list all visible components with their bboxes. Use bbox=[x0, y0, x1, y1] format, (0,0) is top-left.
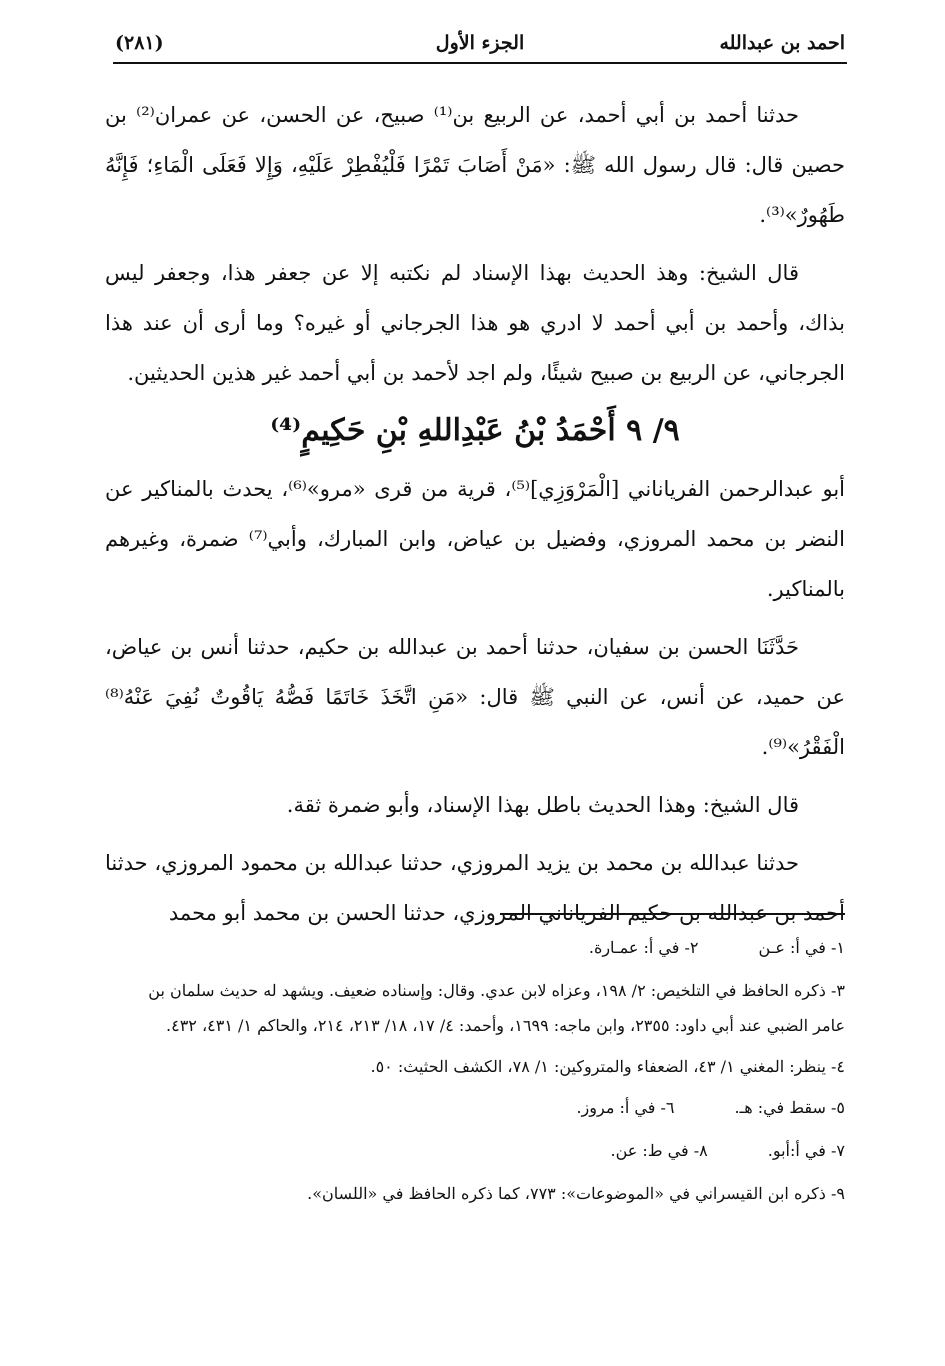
paragraph: قال الشيخ: وهذ الحديث بهذا الإسناد لم نكتبه إلا عن جعفر هذا، وجعفر ليس بذاك، وأحمد بن أبي أحمد لا ادري هو هذا الجرجاني أو غيره؟ وما أرى أن عند هذا الجرجاني، عن الربيع بن صبيح شيئًا، ولم اجد لأحمد بن أبي أحمد غير هذين الحديثين. bbox=[105, 261, 845, 385]
footnote-8: ٨- في ط: عن. bbox=[610, 1141, 708, 1160]
footnotes bbox=[115, 930, 845, 1217]
header-divider bbox=[113, 62, 847, 64]
section-heading: ٩/ ٩ أَحْمَدُ بْنُ عَبْدِاللهِ بْنِ حَكِيمٍ⁽⁴⁾ bbox=[270, 413, 680, 448]
page-header bbox=[115, 26, 845, 58]
footnote-5: ٥- سقط في: هـ. bbox=[734, 1098, 845, 1117]
page-number: (٢٨١) bbox=[115, 32, 164, 54]
volume-label: الجزء الأول bbox=[435, 32, 525, 54]
footnote-4: ٤- ينظر: المغني ١/ ٤٣، الضعفاء والمتروكين: ١/ ٧٨، الكشف الحثيث: ٥٠. bbox=[370, 1057, 845, 1076]
footnote-3: ٣- ذكره الحافظ في التلخيص: ٢/ ١٩٨، وعزاه لابن عدي. وقال: وإسناده ضعيف. ويشهد له حديث سلمان بن عامر الضبي عند أبي داود: ٢٣٥٥، وابن ماجه: ١٦٩٩، وأحمد: ٤/ ١٧، ١٨/ ٢١٣، ٢١٤، والحاكم ١/ ٤٣١، ٤٣٢. bbox=[148, 981, 845, 1035]
paragraph: حدثنا عبدالله بن محمد بن يزيد المروزي، حدثنا عبدالله بن محمود المروزي، حدثنا أحمد بن عبدالله بن حكيم الفرياناني المروزي، حدثنا الحسن بن محمد أبو محمد bbox=[105, 851, 845, 925]
footnote-9: ٩- ذكره ابن القيسراني في «الموضوعات»: ٧٧٣، كما ذكره الحافظ في «اللسان». bbox=[307, 1184, 845, 1203]
footnote-6: ٦- في أ: مروز. bbox=[576, 1098, 675, 1117]
footnote-1: ١- في أ: عـن bbox=[758, 938, 845, 957]
footnote-2: ٢- في أ: عمـارة. bbox=[588, 938, 699, 957]
paragraph: حَدَّثَنَا الحسن بن سفيان، حدثنا أحمد بن عبدالله بن حكيم، حدثنا أنس بن عياض، عن حميد، عن أنس، عن النبي ﷺ قال: «مَنِ اتَّخَذَ خَاتَمًا فَصُّهُ يَاقُوتٌ نُفِيَ عَنْهُ⁽⁸⁾ الْفَقْرُ»⁽⁹⁾. bbox=[105, 635, 845, 759]
paragraph: أبو عبدالرحمن الفرياناني [الْمَرْوَزِي]⁽⁵⁾، قرية من قرى «مرو»⁽⁶⁾، يحدث بالمناكير عن النضر بن محمد المروزي، وفضيل بن عياض، وابن المبارك، وأبي⁽⁷⁾ ضمرة، وغيرهم بالمناكير. bbox=[105, 477, 845, 601]
main-text bbox=[105, 90, 845, 938]
paragraph: قال الشيخ: وهذا الحديث باطل بهذا الإسناد، وأبو ضمرة ثقة. bbox=[286, 793, 799, 817]
footnote-divider bbox=[500, 913, 845, 915]
paragraph: حدثنا أحمد بن أبي أحمد، عن الربيع بن⁽¹⁾ صبيح، عن الحسن، عن عمران⁽²⁾ بن حصين قال: قال رسول الله ﷺ: «مَنْ أَصَابَ تَمْرًا فَلْيُفْطِرْ عَلَيْهِ، وَإِلا فَعَلَى الْمَاءِ؛ فَإِنَّهُ طَهُورٌ»⁽³⁾. bbox=[105, 103, 845, 227]
running-title: احمد بن عبدالله bbox=[719, 32, 845, 54]
footnote-7: ٧- في أ:أبو. bbox=[767, 1141, 845, 1160]
